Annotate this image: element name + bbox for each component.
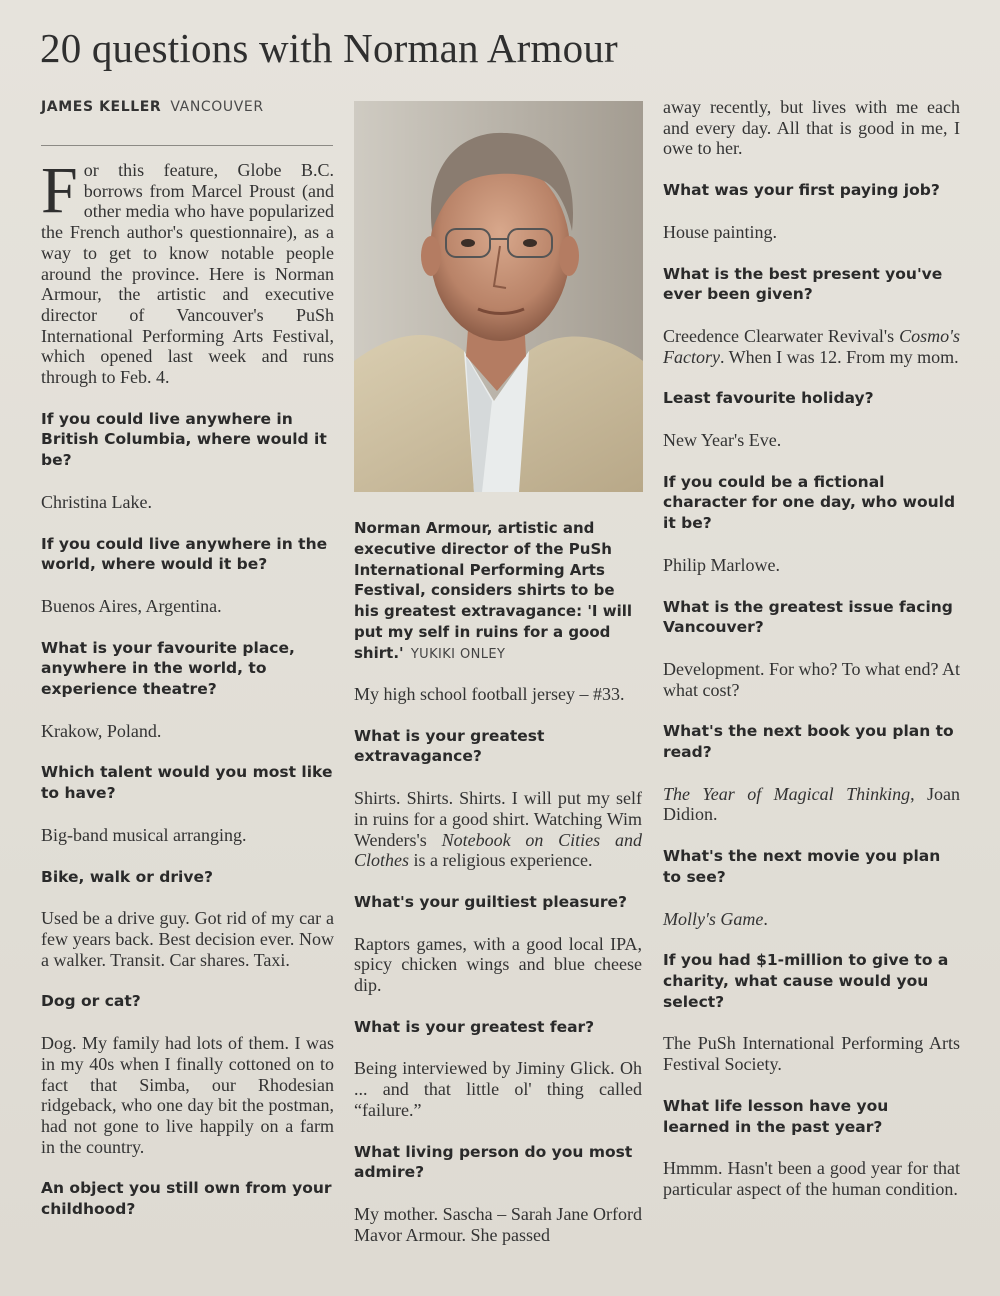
answer: Philip Marlowe. xyxy=(663,554,780,575)
answer: Raptors games, with a good local IPA, spicy chicken wings and blue cheese dip. xyxy=(354,933,642,996)
question: An object you still own from your childhood? xyxy=(41,1179,332,1219)
question: If you could live anywhere in British Columbia, where would it be? xyxy=(41,409,327,470)
answer: Being interviewed by Jiminy Glick. Oh ... and that little ol' thing called “failure.” xyxy=(354,1058,642,1120)
byline xyxy=(41,99,264,115)
caption-text: Norman Armour, artistic and executive director of the PuSh International Performing Arts Festival, considers shirts to be his greatest extravagance: 'I will put my self in ruins for a good shirt.' xyxy=(354,519,633,662)
column-2 xyxy=(354,684,642,1245)
answer: Dog. My family had lots of them. I was in my 40s when I finally cottoned on to fact that Simba, our Rhodesian ridgeback, who one day bit the postman, had not gone to live happily on a farm in the country. xyxy=(41,1033,334,1157)
answer: Molly's Game. xyxy=(663,908,768,929)
question: What's the next book you plan to read? xyxy=(663,722,954,762)
question: What was your first paying job? xyxy=(663,181,940,200)
question: What is your greatest extravagance? xyxy=(354,726,545,766)
byline-divider xyxy=(41,145,333,146)
answer-continued: away recently, but lives with me each and every day. All that is good in me, I owe to her. xyxy=(663,97,960,159)
answer: My high school football jersey – #33. xyxy=(354,684,625,704)
answer: Hmmm. Hasn't been a good year for that particular aspect of the human condition. xyxy=(663,1158,960,1199)
question: If you could live anywhere in the world, where would it be? xyxy=(41,534,328,574)
question: What's the next movie you plan to see? xyxy=(663,847,941,886)
question: What life lesson have you learned in the past year? xyxy=(663,1096,889,1136)
answer: Buenos Aires, Argentina. xyxy=(41,595,222,616)
answer: My mother. Sascha – Sarah Jane Orford Mavor Armour. She passed xyxy=(354,1203,642,1245)
answer: The Year of Magical Thinking, Joan Didion. xyxy=(663,783,961,825)
question: What is the greatest issue facing Vancouver? xyxy=(663,597,953,637)
answer: Krakow, Poland. xyxy=(41,720,162,741)
portrait-photo xyxy=(354,101,643,492)
article-title: 20 questions with Norman Armour xyxy=(40,25,618,71)
question: Bike, walk or drive? xyxy=(41,867,213,886)
photo-credit: YUKIKI ONLEY xyxy=(410,646,506,662)
answer: Big-band musical arranging. xyxy=(41,824,247,845)
question: If you had $1-million to give to a charity, what cause would you select? xyxy=(663,951,949,1011)
question: What is your favourite place, anywhere in the world, to experience theatre? xyxy=(41,638,295,699)
byline-author: JAMES KELLER xyxy=(41,99,162,115)
column-1 xyxy=(41,154,334,1220)
answer: New Year's Eve. xyxy=(663,430,782,451)
question: Dog or cat? xyxy=(41,992,141,1011)
question: What is your greatest fear? xyxy=(354,1017,595,1036)
drop-cap: F xyxy=(41,154,78,227)
photo-caption xyxy=(354,518,644,666)
portrait-illustration xyxy=(354,101,643,492)
question: What is the best present you've ever been given? xyxy=(663,264,943,304)
byline-location: VANCOUVER xyxy=(170,99,264,115)
question: What living person do you most admire? xyxy=(354,1142,633,1182)
intro-paragraph xyxy=(41,154,334,388)
question: If you could be a fictional character for one day, who would it be? xyxy=(663,472,956,533)
question: What's your guiltiest pleasure? xyxy=(354,892,628,911)
answer: Christina Lake. xyxy=(41,491,152,512)
answer: Used be a drive guy. Got rid of my car a few years back. Best decision ever. Now a walker. Transit. Car shares. Taxi. xyxy=(41,908,334,970)
answer: Shirts. Shirts. Shirts. I will put my self in ruins for a good shirt. Watching Wim Wenders's Notebook on Cities and Clothes is a religious experience. xyxy=(354,788,642,871)
column-3 xyxy=(663,97,960,1200)
question: Least favourite holiday? xyxy=(663,389,874,408)
answer: The PuSh International Performing Arts Festival Society. xyxy=(663,1033,960,1075)
answer: House painting. xyxy=(663,221,777,242)
answer: Development. For who? To what end? At what cost? xyxy=(663,658,960,700)
answer: Creedence Clearwater Revival's Cosmo's Factory. When I was 12. From my mom. xyxy=(663,325,960,367)
intro-text: or this feature, Globe B.C. borrows from Marcel Proust (and other media who have popularized the French author's questionnaire), as a way to get to know notable people around the province. Here is Norman Armour, the artistic and executive director of Vancouver's PuSh International Performing Arts Festival, which opened last week and runs through to Feb. 4. xyxy=(41,160,334,388)
question: Which talent would you most like to have? xyxy=(41,763,333,803)
